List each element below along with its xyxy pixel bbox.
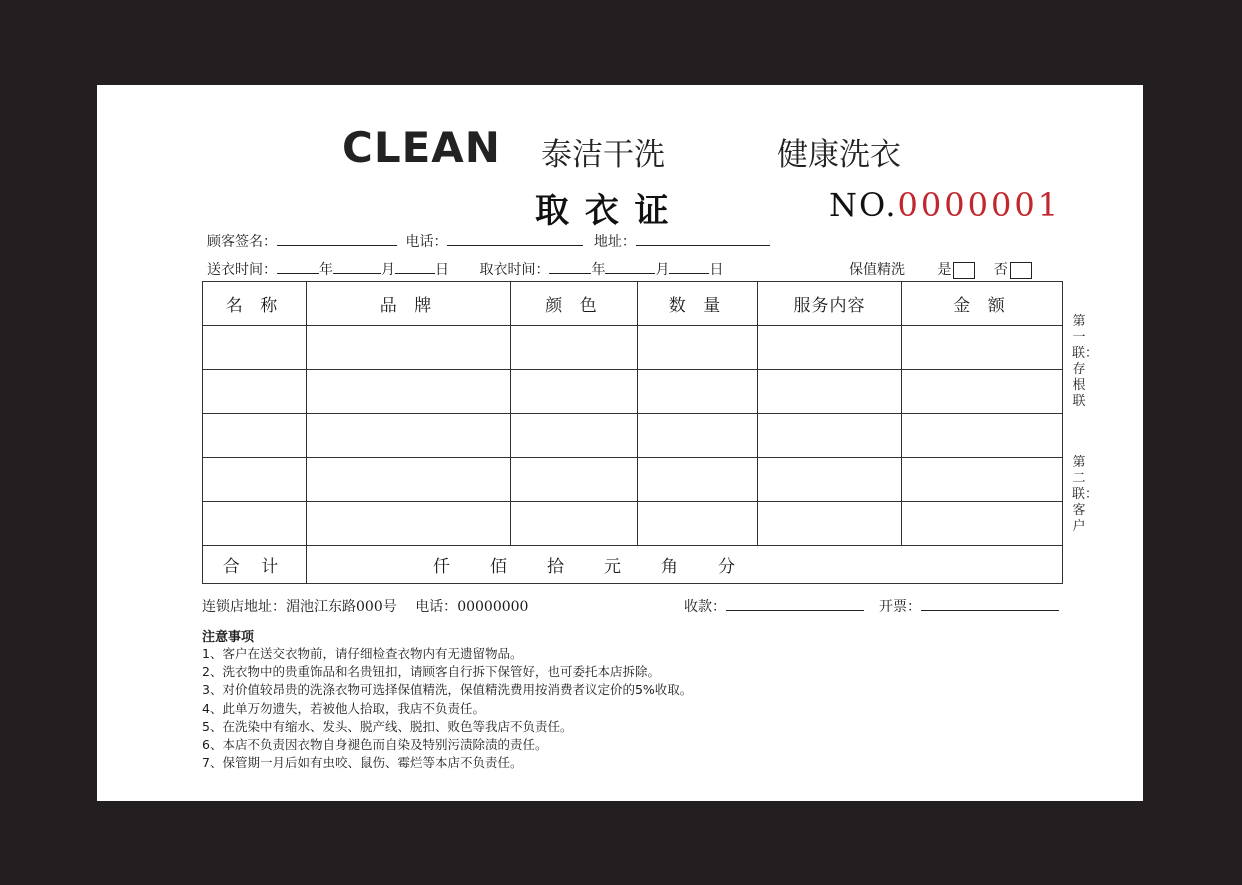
table-cell[interactable] bbox=[203, 458, 307, 502]
header-name: 名 称 bbox=[203, 282, 307, 326]
copy1-note: 第一联：存根联 bbox=[1072, 314, 1099, 409]
table-cell[interactable] bbox=[511, 370, 638, 414]
unit-yuan: 元 bbox=[604, 557, 621, 577]
pickup-year-field[interactable] bbox=[549, 259, 591, 274]
items-table bbox=[202, 281, 1063, 584]
header-color: 颜 色 bbox=[511, 282, 638, 326]
store-phone: 00000000 bbox=[457, 599, 529, 615]
signature-field[interactable] bbox=[277, 231, 397, 246]
receipt-field[interactable] bbox=[726, 596, 864, 611]
table-row bbox=[203, 414, 1063, 458]
send-day-field[interactable] bbox=[395, 259, 435, 274]
table-cell[interactable] bbox=[758, 502, 902, 546]
list-item: 1、客户在送交衣物前，请仔细检查衣物内有无遗留物品。 bbox=[202, 646, 523, 661]
send-time-label: 送衣时间： bbox=[207, 262, 277, 278]
table-cell[interactable] bbox=[758, 458, 902, 502]
table-cell[interactable] bbox=[511, 502, 638, 546]
premium-wash-label: 保值精洗 bbox=[849, 262, 905, 278]
table-cell[interactable] bbox=[203, 414, 307, 458]
list-item: 3、对价值较昂贵的洗涤衣物可选择保值精洗，保值精洗费用按消费者议定价的5%收取。 bbox=[202, 682, 693, 698]
pickup-time-label: 取衣时间： bbox=[479, 262, 550, 278]
table-cell[interactable] bbox=[638, 502, 758, 546]
table-cell[interactable] bbox=[511, 414, 638, 458]
receipt-signature bbox=[684, 596, 864, 616]
total-amount-cell[interactable] bbox=[307, 546, 1063, 584]
no-checkbox[interactable] bbox=[1010, 262, 1032, 279]
store-address-label: 连锁店地址： bbox=[202, 599, 286, 615]
notes-title: 注意事项 bbox=[202, 630, 255, 645]
receipt-label: 收款： bbox=[684, 599, 726, 615]
invoice-label: 开票： bbox=[879, 599, 921, 615]
table-header-row bbox=[203, 282, 1063, 326]
receipt-sheet bbox=[97, 85, 1143, 801]
header-service: 服务内容 bbox=[758, 282, 902, 326]
table-cell[interactable] bbox=[902, 502, 1063, 546]
table-cell[interactable] bbox=[511, 458, 638, 502]
serial-prefix: NO. bbox=[829, 186, 898, 224]
table-cell[interactable] bbox=[902, 370, 1063, 414]
month-label: 月 bbox=[655, 262, 670, 278]
table-cell[interactable] bbox=[203, 502, 307, 546]
date-info-row bbox=[207, 259, 723, 279]
day-label: 日 bbox=[709, 262, 724, 278]
table-cell[interactable] bbox=[902, 326, 1063, 370]
total-row bbox=[203, 546, 1063, 584]
table-cell[interactable] bbox=[203, 326, 307, 370]
invoice-field[interactable] bbox=[921, 596, 1059, 611]
unit-thousand: 仟 bbox=[433, 557, 464, 577]
store-phone-label: 电话： bbox=[415, 599, 458, 615]
clean-logo: CLEAN bbox=[342, 123, 501, 172]
year-label: 年 bbox=[319, 262, 333, 278]
header-amount: 金 额 bbox=[902, 282, 1063, 326]
table-cell[interactable] bbox=[638, 326, 758, 370]
table-cell[interactable] bbox=[638, 370, 758, 414]
total-label: 合 计 bbox=[203, 546, 307, 584]
table-cell[interactable] bbox=[638, 458, 758, 502]
phone-label: 电话： bbox=[405, 234, 448, 250]
list-item: 6、本店不负责因衣物自身褪色而自染及特别污渍除渍的责任。 bbox=[202, 737, 548, 753]
header-brand: 品 牌 bbox=[307, 282, 511, 326]
table-cell[interactable] bbox=[511, 326, 638, 370]
table-cell[interactable] bbox=[307, 370, 511, 414]
pickup-month-field[interactable] bbox=[605, 259, 655, 274]
store-info bbox=[202, 596, 528, 616]
table-cell[interactable] bbox=[758, 326, 902, 370]
address-field[interactable] bbox=[636, 231, 770, 246]
copy2-note: 第二联：客户 bbox=[1072, 455, 1099, 534]
invoice-signature bbox=[879, 596, 1059, 616]
send-year-field[interactable] bbox=[277, 259, 319, 274]
yes-label: 是 bbox=[937, 262, 952, 278]
list-item: 2、洗衣物中的贵重饰品和名贵钮扣，请顾客自行拆下保管好，也可委托本店拆除。 bbox=[202, 664, 660, 680]
table-row bbox=[203, 370, 1063, 414]
serial-number bbox=[829, 186, 1061, 224]
brand-name: 泰洁干洗 bbox=[541, 137, 665, 173]
table-cell[interactable] bbox=[758, 414, 902, 458]
premium-wash-row bbox=[849, 259, 1032, 279]
signature-label: 顾客签名： bbox=[207, 234, 277, 250]
day-label: 日 bbox=[435, 262, 449, 278]
table-cell[interactable] bbox=[902, 458, 1063, 502]
unit-fen: 分 bbox=[718, 557, 735, 577]
slogan: 健康洗衣 bbox=[777, 137, 901, 173]
unit-hundred: 佰 bbox=[490, 557, 507, 577]
list-item: 4、此单万勿遗失，若被他人拾取，我店不负责任。 bbox=[202, 700, 485, 716]
list-item: 5、在洗染中有缩水、发头、脱产线、脱扣、败色等我店不负责任。 bbox=[202, 718, 573, 734]
phone-field[interactable] bbox=[447, 231, 583, 246]
table-cell[interactable] bbox=[638, 414, 758, 458]
header-quantity: 数 量 bbox=[638, 282, 758, 326]
notes-list bbox=[202, 645, 692, 772]
table-cell[interactable] bbox=[307, 326, 511, 370]
table-cell[interactable] bbox=[902, 414, 1063, 458]
table-cell[interactable] bbox=[203, 370, 307, 414]
yes-checkbox[interactable] bbox=[953, 262, 975, 279]
pickup-day-field[interactable] bbox=[669, 259, 709, 274]
serial-value: 0000001 bbox=[897, 186, 1062, 224]
table-cell[interactable] bbox=[307, 502, 511, 546]
table-cell[interactable] bbox=[307, 414, 511, 458]
address-label: 地址： bbox=[593, 234, 636, 250]
list-item: 7、保管期一月后如有虫咬、鼠伤、霉烂等本店不负责任。 bbox=[202, 755, 523, 771]
document-title: 取 衣 证 bbox=[535, 191, 671, 231]
unit-jiao: 角 bbox=[661, 557, 678, 577]
table-row bbox=[203, 326, 1063, 370]
customer-info-row bbox=[207, 231, 770, 251]
month-label: 月 bbox=[381, 262, 395, 278]
unit-ten: 拾 bbox=[547, 557, 564, 577]
year-label: 年 bbox=[591, 262, 606, 278]
table-cell[interactable] bbox=[307, 458, 511, 502]
table-cell[interactable] bbox=[758, 370, 902, 414]
send-month-field[interactable] bbox=[333, 259, 381, 274]
no-label: 否 bbox=[993, 262, 1008, 278]
table-row bbox=[203, 458, 1063, 502]
store-address: 湄池江东路000号 bbox=[286, 599, 397, 615]
table-row bbox=[203, 502, 1063, 546]
